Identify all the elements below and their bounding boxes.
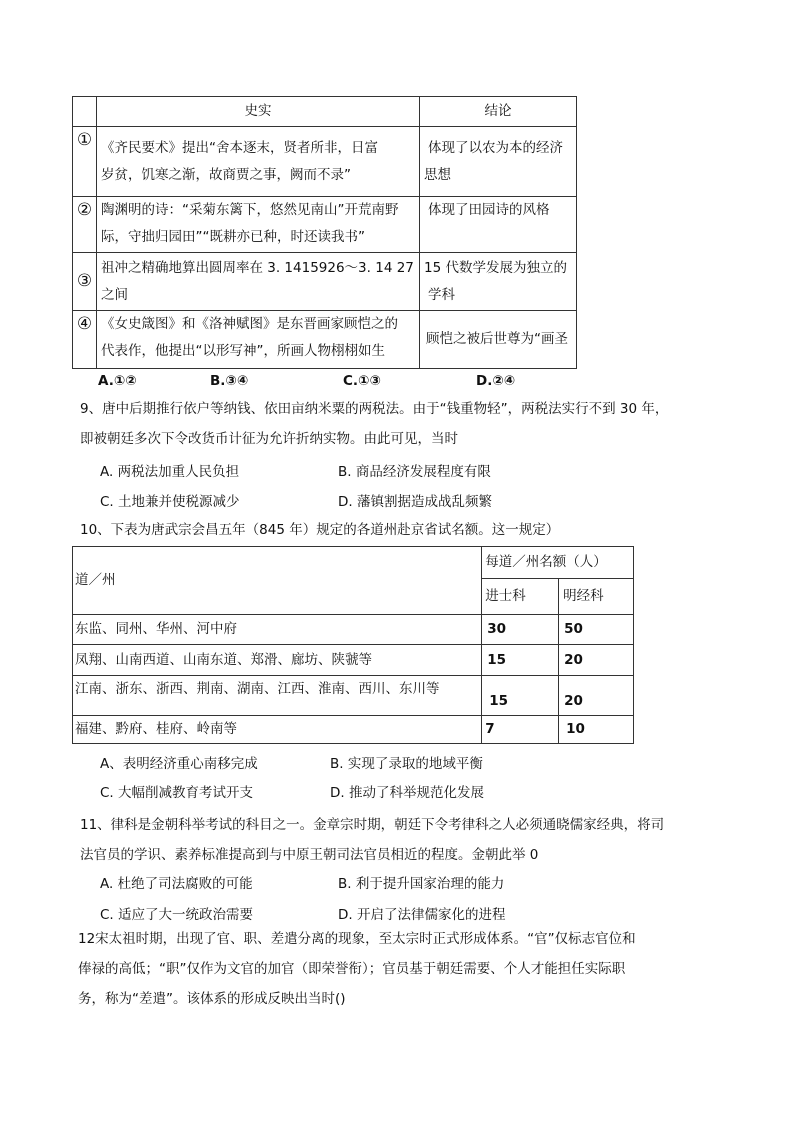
question-11-stem [80, 810, 664, 870]
fact-cell [96, 127, 419, 197]
table-row [73, 615, 634, 645]
conclusion-cell [420, 311, 577, 369]
stem-line: 9、唐中后期推行依户等纳钱、依田亩纳米粟的两税法。由于“钱重物轻”，两税法实行不到 30 年， [80, 401, 669, 417]
conclusion-line: 顾恺之被后世尊为“画圣 [426, 331, 569, 347]
header-conclusion: 结论 [420, 97, 577, 127]
exam-quota-table [72, 546, 634, 744]
q9-option-d[interactable]: D. 藩镇割据造成战乱频繁 [338, 494, 492, 510]
region-cell: 江南、浙东、浙西、荆南、湖南、江西、淮南、西川、东川等 [73, 676, 482, 716]
fact-cell [96, 311, 419, 369]
fact-cell [96, 197, 419, 253]
header-region: 道／州 [73, 547, 482, 615]
fact-line: 岁贫，饥寒之渐，故商贾之事，阙而不录” [100, 166, 351, 183]
table-header-row [73, 97, 577, 127]
table-row [73, 197, 577, 253]
fact-line: 之间 [100, 286, 128, 303]
table-row [73, 645, 634, 676]
fact-line: 《齐民要术》提出“舍本逐末，贤者所非，日富 [100, 139, 378, 156]
row-number: ② [73, 197, 97, 253]
conclusion-cell [420, 197, 577, 253]
conclusion-cell [420, 253, 577, 311]
jinshi-cell: 15 [482, 676, 559, 716]
fact-line: 代表作，他提出“以形写神”，所画人物栩栩如生 [100, 343, 385, 359]
row-number: ① [73, 127, 97, 197]
q10-option-b[interactable]: B. 实现了录取的地域平衡 [330, 756, 483, 772]
mingjing-cell: 10 [559, 716, 634, 744]
table-row [73, 127, 577, 197]
option-d[interactable]: D.②④ [476, 373, 516, 389]
question-9-stem [80, 394, 668, 454]
header-quota: 每道／州名额（人） [482, 547, 634, 579]
option-c[interactable]: C.①③ [343, 373, 381, 389]
header-jinshi: 进士科 [482, 579, 559, 615]
mingjing-cell: 20 [559, 645, 634, 676]
stem-line: 即被朝廷多次下令改货币计征为允许折纳实物。由此可见，当时 [80, 431, 458, 447]
q11-option-b[interactable]: B. 利于提升国家治理的能力 [338, 876, 505, 892]
fact-line: 祖冲之精确地算出圆周率在 3. 1415926～3. 14 27 [100, 259, 414, 276]
q11-option-a[interactable]: A. 杜绝了司法腐败的可能 [100, 876, 253, 892]
facts-conclusions-table [72, 96, 577, 369]
q9-option-c[interactable]: C. 土地兼并使税源减少 [100, 494, 240, 510]
region-cell: 东监、同州、华州、河中府 [73, 615, 482, 645]
conclusion-line: 15 代数学发展为独立的 [424, 259, 567, 276]
row-number: ④ [73, 311, 97, 369]
q11-option-c[interactable]: C. 适应了大一统政治需要 [100, 907, 254, 923]
conclusion-line: 体现了田园诗的风格 [428, 202, 550, 218]
stem-line: 11、律科是金朝科举考试的科目之一。金章宗时期，朝廷下令考律科之人必须通晓儒家经典，将司 [80, 817, 665, 833]
table-row [73, 253, 577, 311]
q11-option-d[interactable]: D. 开启了法律儒家化的进程 [338, 907, 506, 923]
q9-option-b[interactable]: B. 商品经济发展程度有限 [338, 464, 491, 480]
fact-line: 陶渊明的诗：“采菊东篱下，悠然见南山”开荒南野 [100, 202, 399, 218]
conclusion-cell [420, 127, 577, 197]
conclusion-line: 思想 [424, 166, 452, 183]
stem-line: 12宋太祖时期，出现了官、职、差遣分离的现象，至太宗时正式形成体系。“官”仅标志官位和 [78, 931, 636, 947]
fact-line: 际，守拙归园田”“既耕亦已种，时还读我书” [100, 229, 365, 245]
jinshi-cell: 7 [482, 716, 559, 744]
stem-line: 俸禄的高低；“职”仅作为文官的加官（即荣誉衔）；官员基于朝廷需要、个人才能担任实际职 [78, 961, 626, 977]
question-10-stem: 10、下表为唐武宗会昌五年（845 年）规定的各道州赴京省试名额。这一规定） [80, 522, 560, 538]
jinshi-cell: 15 [482, 645, 559, 676]
header-fact: 史实 [96, 97, 419, 127]
mingjing-cell: 50 [559, 615, 634, 645]
q9-option-a[interactable]: A. 两税法加重人民负担 [100, 464, 240, 480]
region-cell: 福建、黔府、桂府、岭南等 [73, 716, 482, 744]
row-number: ③ [73, 253, 97, 311]
option-b[interactable]: B.③④ [210, 373, 249, 389]
conclusion-line: 学科 [428, 286, 456, 303]
table-header-row [73, 547, 634, 579]
q10-option-a[interactable]: A、表明经济重心南移完成 [100, 756, 258, 772]
q10-option-d[interactable]: D. 推动了科举规范化发展 [330, 785, 484, 801]
stem-line: 务，称为“差遣”。该体系的形成反映出当时() [78, 991, 346, 1007]
table-row [73, 676, 634, 716]
question-12-stem [78, 924, 636, 1014]
stem-line: 法官员的学识、素养标准提高到与中原王朝司法官员相近的程度。金朝此举 0 [80, 847, 539, 863]
conclusion-line: 体现了以农为本的经济 [428, 139, 564, 156]
header-mingjing: 明经科 [559, 579, 634, 615]
mingjing-cell: 20 [559, 676, 634, 716]
fact-cell [96, 253, 419, 311]
table-row [73, 716, 634, 744]
fact-line: 《女史箴图》和《洛神赋图》是东晋画家顾恺之的 [100, 316, 398, 332]
jinshi-cell: 30 [482, 615, 559, 645]
region-cell: 凤翔、山南西道、山南东道、郑滑、廊坊、陕虢等 [73, 645, 482, 676]
table-row [73, 311, 577, 369]
option-a[interactable]: A.①② [98, 373, 137, 389]
q10-option-c[interactable]: C. 大幅削减教育考试开支 [100, 785, 254, 801]
